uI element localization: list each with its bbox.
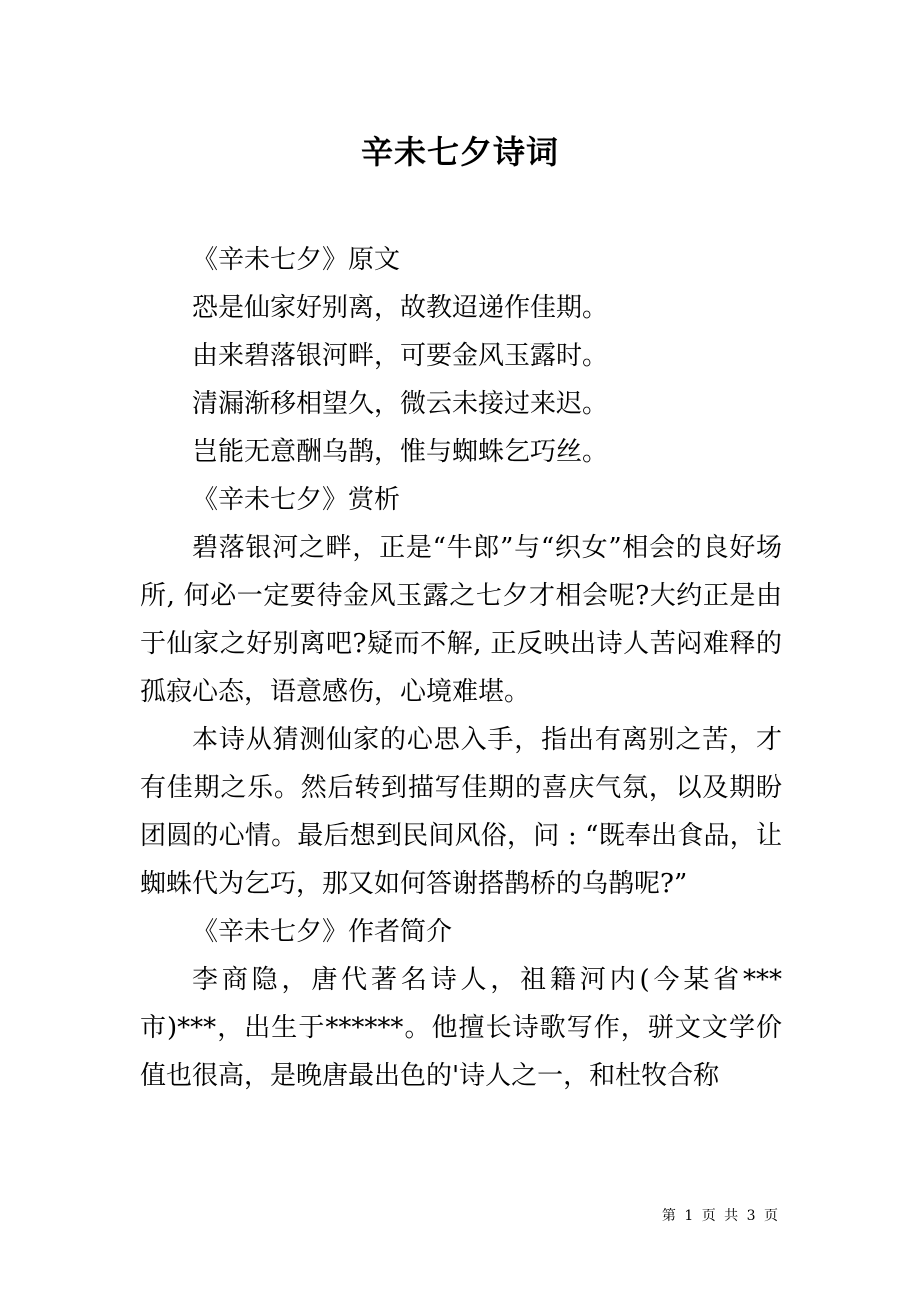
author-heading: 《辛未七夕》作者简介 [192, 917, 453, 947]
author-paragraph: 李商隐，唐代著名诗人，祖籍河内(今某省***市)***，出生于******。他擅长诗歌写作，骈文文学价值也很高，是晚唐最出色的'诗人之一，和杜牧合称 [140, 965, 782, 1091]
page-number-footer: 第 1 页 共 3 页 [661, 1208, 780, 1224]
poem-line: 由来碧落银河畔，可要金风玉露时。 [192, 341, 609, 371]
appreciation-heading: 《辛未七夕》赏析 [192, 485, 401, 515]
appreciation-paragraph: 本诗从猜测仙家的心思入手，指出有离别之苦，才有佳期之乐。然后转到描写佳期的喜庆气氛，以及期盼团圆的心情。最后想到民间风俗，问 : “既奉出食品，让蜘蛛代为乞巧，那又如何答谢搭鹊桥的乌鹊呢?” [140, 725, 782, 899]
document-title: 辛未七夕诗词 [360, 133, 559, 171]
poem-line: 清漏渐移相望久，微云未接过来迟。 [192, 389, 609, 419]
original-heading: 《辛未七夕》原文 [192, 245, 401, 275]
document-body [140, 236, 782, 1100]
poem-line: 恐是仙家好别离，故教迢递作佳期。 [192, 293, 609, 323]
poem-line: 岂能无意酬乌鹊，惟与蜘蛛乞巧丝。 [192, 437, 609, 467]
appreciation-paragraph: 碧落银河之畔，正是“牛郎”与“织女”相会的良好场所, 何必一定要待金风玉露之七夕才相会呢?大约正是由于仙家之好别离吧?疑而不解, 正反映出诗人苦闷难释的孤寂心态，语意感伤，心境难堪。 [140, 533, 782, 707]
